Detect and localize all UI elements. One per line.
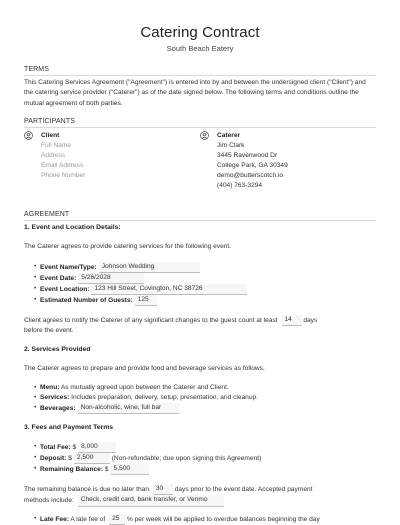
client-block xyxy=(41,131,85,181)
caterer-address-line2: College Park, GA 30349 xyxy=(217,162,288,169)
list-item: • Beverages: Non-alcoholic, wine, full bar xyxy=(40,403,179,414)
user-icon xyxy=(200,131,209,140)
caterer-email: demo@butterscotch.io xyxy=(217,172,284,179)
notice-days-field[interactable]: 14 xyxy=(282,315,302,326)
guest-count-field[interactable]: 125 xyxy=(135,295,157,306)
caterer-name: Jim Clark xyxy=(217,142,245,149)
list-item: • Event Location: 123 Hill Street, Covington, NC 38726 xyxy=(40,284,247,295)
remaining-balance-field[interactable]: 5,500 xyxy=(111,464,149,475)
event-date-field[interactable]: 5/26/2028 xyxy=(78,273,144,284)
list-item: • Event Name/Type: Johnson Wedding xyxy=(40,262,200,273)
late-fee-field[interactable]: 25 xyxy=(109,514,125,525)
caterer-block xyxy=(217,131,288,191)
list-item: • Estimated Number of Guests: 125 xyxy=(40,295,157,306)
list-item: • Total Fee: $ 8,000 xyxy=(40,442,116,453)
divider xyxy=(24,220,376,221)
list-item: • Deposit: $ 2,500 (Non-refundable; due upon signing this Agreement) xyxy=(34,454,262,462)
document-subtitle: South Beach Eatery xyxy=(166,44,234,53)
terms-text: This Catering Services Agreement ("Agreement") is entered into by and between the undersigned client ("Client") and the catering service provider ("Caterer") as of the date signed below. The following terms and conditions outline the mutual agreement of both parties. xyxy=(24,79,366,107)
payment-methods-field[interactable]: Check, credit card, bank transfer, or Venmo xyxy=(78,495,224,506)
section-heading: 1. Event and Location Details: xyxy=(24,224,121,231)
event-location-field[interactable]: 123 Hill Street, Covington, NC 38726 xyxy=(91,284,247,295)
total-fee-field[interactable]: 8,000 xyxy=(78,442,116,453)
caterer-phone: (404) 763-3294 xyxy=(217,182,263,189)
divider xyxy=(24,75,376,76)
deposit-field[interactable]: 2,500 xyxy=(74,453,110,464)
client-heading: Client xyxy=(41,132,60,139)
list-item: • Late Fee: A late fee of 25 % per week will be applied to overdue balances beginning the day xyxy=(34,515,320,523)
list-item: • Remaining Balance: $ 5,500 xyxy=(40,464,149,475)
client-full-name-field[interactable]: Full Name xyxy=(41,142,72,149)
section-heading: 2. Services Provided xyxy=(24,346,91,353)
list-item: • Event Date: 5/26/2028 xyxy=(40,273,144,284)
client-address-field[interactable]: Address xyxy=(41,152,66,159)
client-email-field[interactable]: Email Address xyxy=(41,162,84,169)
caterer-address-line1: 3445 Ravenwood Dr xyxy=(217,152,278,159)
beverages-field[interactable]: Non-alcoholic, wine, full bar xyxy=(78,403,179,414)
document-title: Catering Contract xyxy=(140,24,260,41)
client-phone-field[interactable]: Phone Number xyxy=(41,172,86,179)
agreement-label: AGREEMENT xyxy=(24,211,70,218)
section-intro: The Caterer agrees to prepare and provide food and beverage services as follows. xyxy=(24,365,265,372)
caterer-heading: Caterer xyxy=(217,132,241,139)
participants-label: PARTICIPANTS xyxy=(24,118,75,125)
balance-days-field[interactable]: 30 xyxy=(153,484,173,495)
section-heading: 3. Fees and Payment Terms xyxy=(24,424,114,431)
list-item: • Menu: As mutually agreed upon between the Caterer and Client. xyxy=(34,384,229,391)
guest-notice: Client agrees to notify the Caterer of any significant changes to the guest count at least 14 days before the event. xyxy=(24,316,318,335)
event-name-field[interactable]: Johnson Wedding xyxy=(99,262,200,273)
divider xyxy=(24,127,376,128)
user-icon xyxy=(24,131,33,140)
terms-label: TERMS xyxy=(24,66,49,73)
list-item: • Services: Includes preparation, delivery, setup, presentation, and cleanup. xyxy=(34,394,258,401)
section-intro: The Caterer agrees to provide catering services for the following event. xyxy=(24,243,232,250)
balance-terms: The remaining balance is due no later than 30 days prior to the event date. Accepted payment methods include: Check, credit card, bank transfer, or Venmo xyxy=(24,484,376,507)
